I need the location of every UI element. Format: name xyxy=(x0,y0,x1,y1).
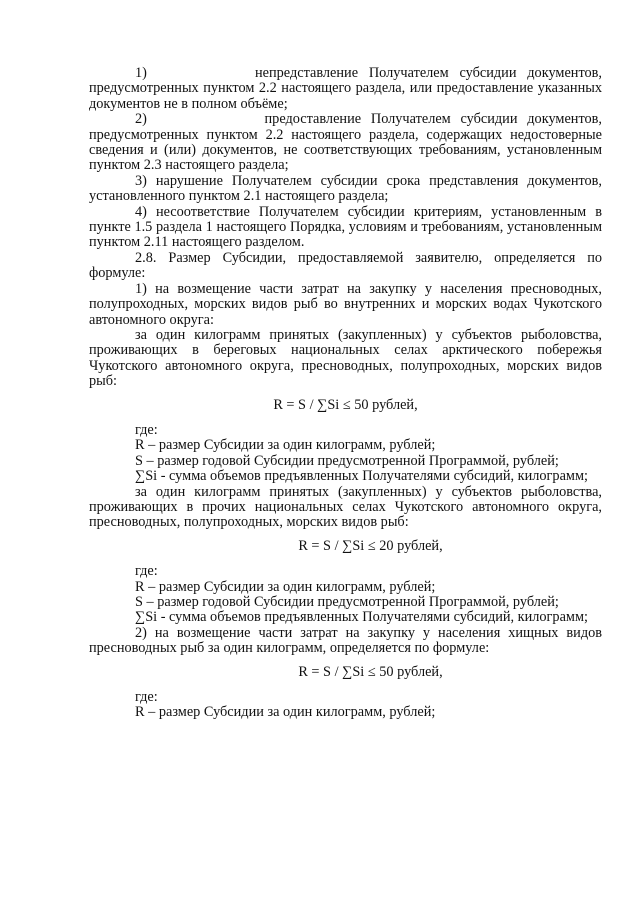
document-body xyxy=(89,66,602,721)
where-label-3: где: xyxy=(135,689,158,706)
paragraph-subitem-1: 1) на возмещение части затрат на закупку у населения пресноводных, полупроходных, морских видов рыб во внутренних и морских водах Чукотского автономного округа: xyxy=(89,280,602,328)
formula-coastal: R = S / ∑Si ≤ 50 рублей, xyxy=(273,396,418,413)
paragraph-item-2: 2) предоставление Получателем субсидии документов, предусмотренных пунктом 2.2 настоящего раздела, содержащих недостоверные сведения и (или) документов, не соответствующих требованиям, установленным пунктом 2.3 настоящего раздела; xyxy=(89,111,602,174)
definition-r-2: R – размер Субсидии за один килограмм, рублей; xyxy=(135,578,436,595)
definition-r-3: R – размер Субсидии за один килограмм, рублей; xyxy=(135,704,436,721)
formula-predatory: R = S / ∑Si ≤ 50 рублей, xyxy=(298,663,443,680)
definition-s-2: S – размер годовой Субсидии предусмотренной Программой, рублей; xyxy=(135,594,559,610)
definition-r-1: R – размер Субсидии за один килограмм, рублей; xyxy=(135,437,436,454)
paragraph-item-4: 4) несоответствие Получателем субсидии критериям, установленным в пункте 1.5 раздела 1 настоящего Порядка, условиям и требованиям, установленным пунктом 2.11 настоящего разделом. xyxy=(89,203,602,251)
paragraph-other-villages: за один килограмм принятых (закупленных) у субъектов рыболовства, проживающих в прочих национальных селах Чукотского автономного округа, пресноводных, полупроходных, морских видов рыб: xyxy=(89,483,602,531)
paragraph-item-3: 3) нарушение Получателем субсидии срока представления документов, установленного пунктом 2.1 настоящего раздела; xyxy=(89,172,602,205)
paragraph-subitem-2: 2) на возмещение части затрат на закупку у населения хищных видов пресноводных рыб за один килограмм, определяется по формуле: xyxy=(89,624,602,657)
definition-si-2: ∑Si - сумма объемов предъявленных Получателями субсидий, килограмм; xyxy=(135,609,588,626)
formula-other: R = S / ∑Si ≤ 20 рублей, xyxy=(298,537,443,554)
definition-s-1: S – размер годовой Субсидии предусмотренной Программой, рублей; xyxy=(135,452,559,469)
definition-si-1: ∑Si - сумма объемов предъявленных Получателями субсидий, килограмм; xyxy=(135,468,588,485)
paragraph-section-2-8: 2.8. Размер Субсидии, предоставляемой заявителю, определяется по формуле: xyxy=(89,249,602,282)
where-label-1: где: xyxy=(135,421,158,438)
where-label-2: где: xyxy=(135,563,158,580)
paragraph-coastal-villages: за один килограмм принятых (закупленных) у субъектов рыболовства, проживающих в береговых национальных селах арктического побережья Чукотского автономного округа, пресноводных, полупроходных, морских видов рыб: xyxy=(89,326,602,390)
paragraph-item-1: 1) непредставление Получателем субсидии документов, предусмотренных пунктом 2.2 настоящего раздела, или предоставление указанных документов не в полном объёме; xyxy=(89,65,602,112)
